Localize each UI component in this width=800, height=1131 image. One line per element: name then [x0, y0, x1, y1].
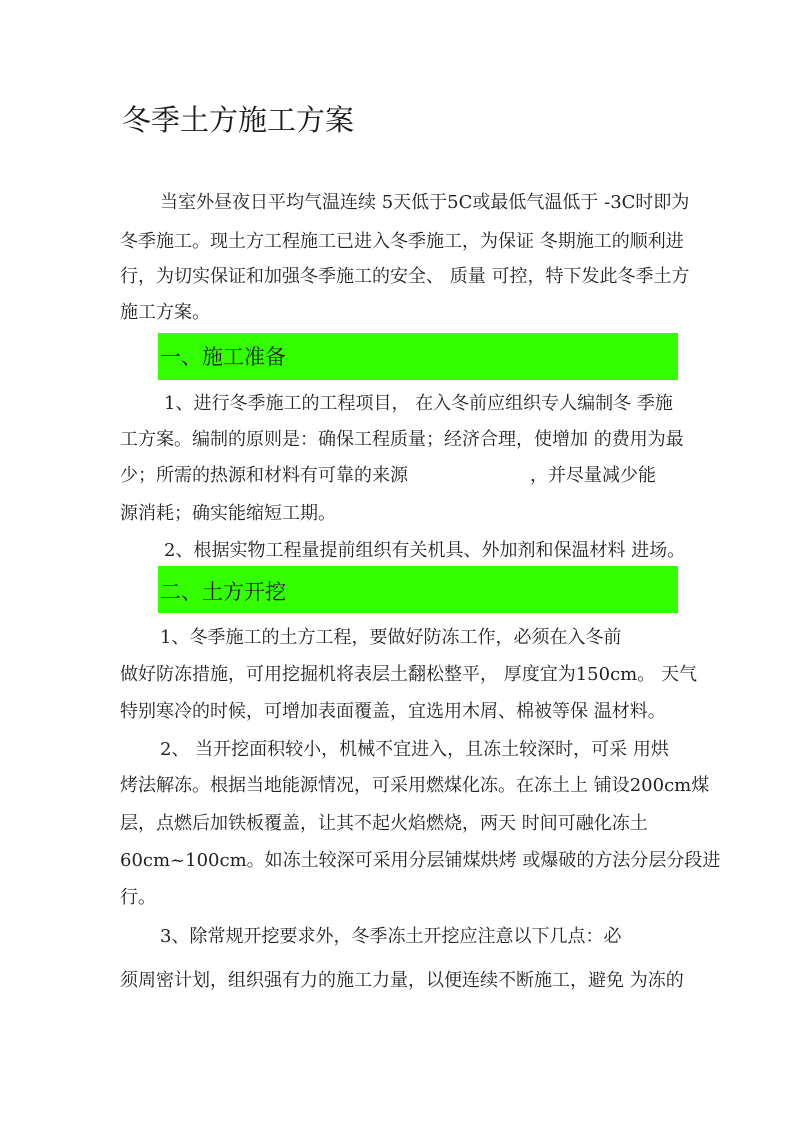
section-1-item-1-line-3b: ，并尽量减少能	[530, 465, 656, 486]
section-1-item-1-line-2: 工方案。编制的原则是：确保工程质量；经济合理，使增加 的费用为最	[120, 429, 684, 450]
section-2-item-1-line-3: 特别寒冷的时候，可增加表面覆盖，宜选用木屑、棉被等保 温材料。	[120, 701, 666, 722]
section-2-item-3-line-1: 3、除常规开挖要求外，冬季冻土开挖应注意以下几点：必	[160, 926, 622, 947]
intro-line-4: 施工方案。	[120, 302, 210, 323]
section-1-item-1-line-4: 源消耗；确实能缩短工期。	[120, 503, 336, 524]
section-2-item-3-line-2: 须周密计划，组织强有力的施工力量，以便连续不断施工，避免 为冻的	[120, 970, 684, 991]
section-1-heading: 一、施工准备	[160, 345, 286, 369]
section-2-heading: 二、土方开挖	[160, 580, 286, 604]
section-2-item-2-line-3: 层，点燃后加铁板覆盖，让其不起火焰燃烧，两天 时间可融化冻土	[120, 813, 648, 834]
section-2-item-2-line-4: 60cm~100cm。如冻土较深可采用分层铺煤烘烤 或爆破的方法分层分段进	[120, 850, 721, 871]
section-2-item-2-line-2: 烤法解冻。根据当地能源情况，可采用燃煤化冻。在冻土上 铺设200cm煤	[120, 775, 710, 796]
section-2-item-2-line-1: 2、 当开挖面积较小，机械不宜进入，且冻土较深时，可采 用烘	[160, 739, 669, 760]
intro-line-3: 行，为切实保证和加强冬季施工的安全、 质量 可控，特下发此冬季土方	[120, 266, 690, 287]
section-1-item-1-line-3a: 少；所需的热源和材料有可靠的来源	[120, 465, 408, 486]
document-title: 冬季土方施工方案	[122, 103, 355, 137]
section-1-item-2: 2、根据实物工程量提前组织有关机具、外加剂和保温材料 进场。	[164, 540, 686, 561]
intro-line-1: 当室外昼夜日平均气温连续 5天低于5C或最低气温低于 -3C时即为	[160, 192, 690, 213]
section-2-item-1-line-2: 做好防冻措施，可用挖掘机将表层土翻松整平， 厚度宜为150cm。 天气	[120, 664, 697, 685]
intro-line-2: 冬季施工。现土方工程施工已进入冬季施工，为保证 冬期施工的顺利进	[120, 231, 684, 252]
section-1-item-1-line-1: 1、进行冬季施工的工程项目， 在入冬前应组织专人编制冬 季施	[164, 393, 673, 414]
section-2-item-2-line-5: 行。	[120, 887, 156, 908]
section-2-item-1-line-1: 1、冬季施工的土方工程，要做好防冻工作，必须在入冬前	[160, 627, 622, 648]
